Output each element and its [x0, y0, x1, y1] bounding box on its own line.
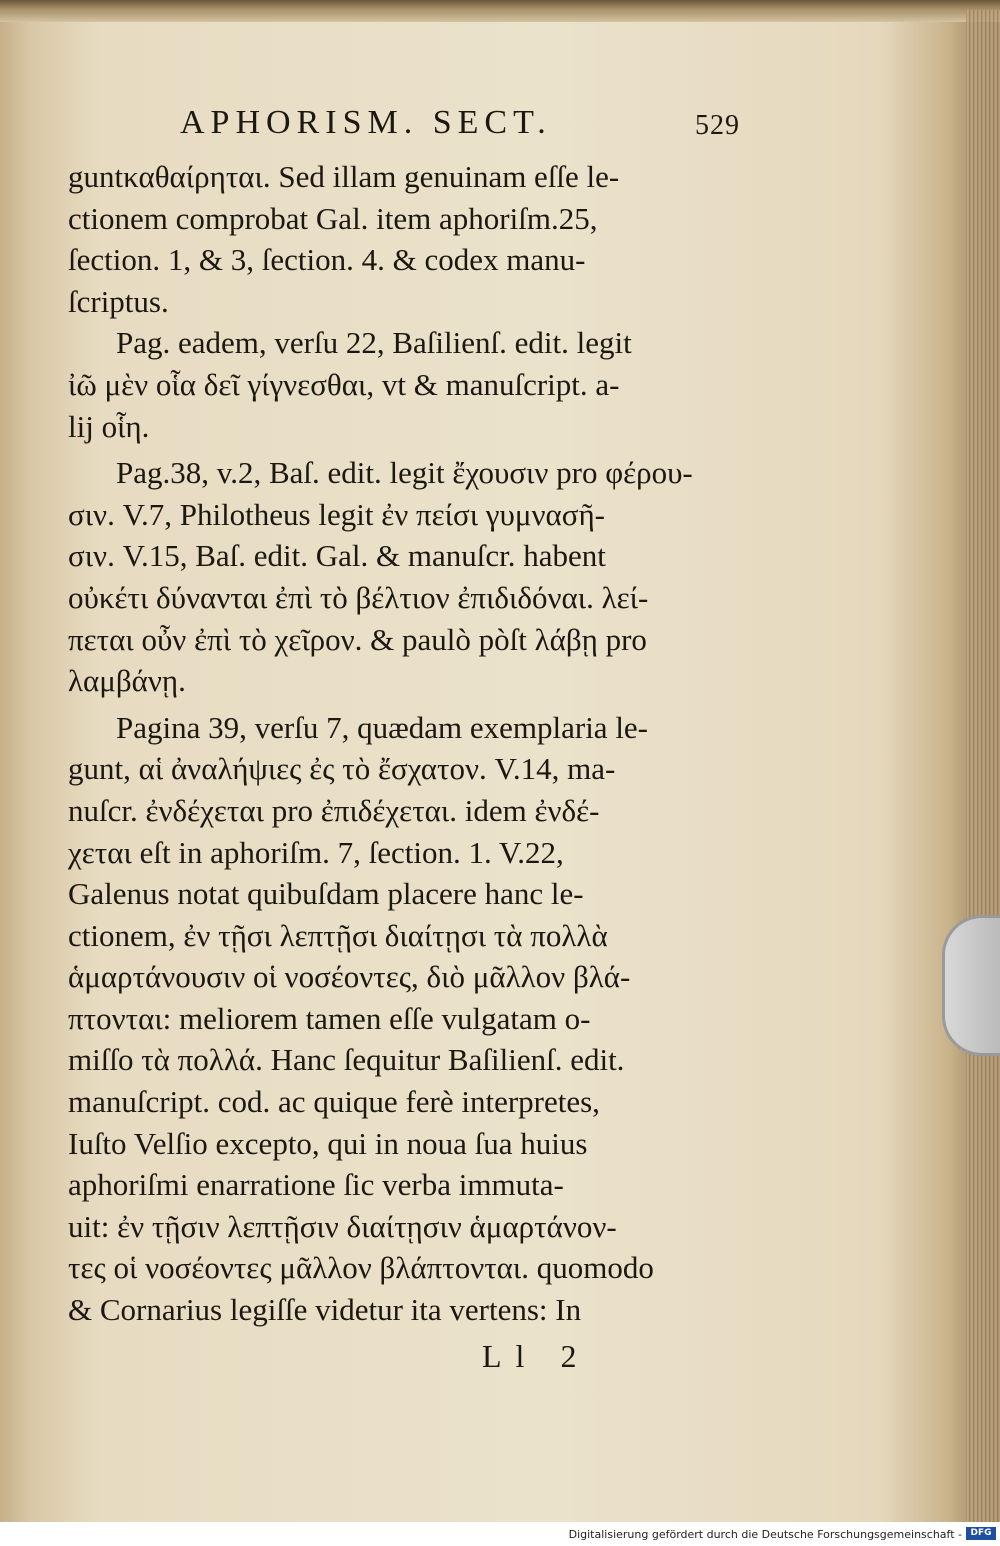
text-line: uit: ἐν τῇσιν λεπτῇσιν διαίτῃσιν ἁμαρτάνον-: [68, 1208, 617, 1244]
text-line: ἰῶ μὲν οἷα δεῖ γίγνεσθαι, vt & manuſcript. a-: [68, 366, 620, 402]
text-line: οὐκέτι δύνανται ἐπὶ τὸ βέλτιον ἐπιδιδόναι. λεί-: [68, 579, 649, 615]
text-line: ſection. 1, & 3, ſection. 4. & codex manu-: [68, 242, 586, 278]
text-line: πτονται: meliorem tamen eſſe vulgatam o-: [68, 1000, 591, 1036]
text-line: ctionem, ἐν τῇσι λεπτῇσι διαίτῃσι τὰ πολλὰ: [68, 917, 608, 953]
text-line: nuſcr. ἐνδέχεται pro ἐπιδέχεται. idem ἐνδέ-: [68, 792, 600, 828]
text-line: lij οἷη.: [68, 408, 150, 444]
signature-mark: Ll 2: [482, 1338, 591, 1374]
digitization-footer: [0, 1522, 1000, 1546]
text-line: & Cornarius legiſſe videtur ita vertens: In: [68, 1292, 582, 1328]
text-line: Pag. eadem, verſu 22, Baſilienſ. edit. legit: [116, 325, 632, 361]
text-line: ſcriptus.: [68, 283, 169, 319]
text-line: τες οἱ νοσέοντες μᾶλλον βλάπτονται. quomodo: [68, 1250, 654, 1286]
text-line: guntκαθαίρηται. Sed illam genuinam eſſe le-: [68, 159, 620, 194]
text-line: σιν. V.7, Philotheus legit ἐν πείσι γυμνασῆ-: [68, 496, 605, 532]
text-line: πεται οὖν ἐπὶ τὸ χεῖρον. & paulò pòſt λάβῃ pro: [68, 621, 647, 657]
text-line: miſſo τὰ πολλά. Hanc ſequitur Baſilienſ. edit.: [68, 1042, 625, 1078]
text-line: ἁμαρτάνουσιν οἱ νοσέοντες, διὸ μᾶλλον βλά-: [68, 959, 631, 995]
page-number: 529: [695, 110, 740, 141]
text-line: ctionem comprobat Gal. item aphoriſm.25,: [68, 200, 598, 236]
text-line: Pagina 39, verſu 7, quædam exemplaria le-: [116, 709, 649, 745]
dfg-logo-icon: DFG: [966, 1527, 996, 1540]
body-text: [68, 156, 738, 1331]
page-stack-edge: [966, 10, 1000, 1522]
book-clip-icon: [942, 915, 1000, 1056]
top-page-edge: [0, 0, 1000, 22]
text-line: gunt, αἱ ἀναλήψιες ἐς τὸ ἔσχατον. V.14, ma-: [68, 751, 616, 787]
text-line: λαμβάνῃ.: [68, 663, 186, 699]
text-line: Galenus notat quibuſdam placere hanc le-: [68, 876, 584, 912]
text-line: Iuſto Velſio excepto, qui in noua ſua huius: [68, 1125, 588, 1161]
footer-credit: Digitalisierung gefördert durch die Deutsche Forschungsgemeinschaft -: [568, 1528, 962, 1541]
text-line: Pag.38, v.2, Baſ. edit. legit ἔχουσιν pro φέρου-: [116, 455, 693, 491]
text-line: aphoriſmi enarratione ſic verba immuta-: [68, 1167, 564, 1203]
text-line: χεται eſt in aphoriſm. 7, ſection. 1. V.22,: [68, 834, 564, 870]
text-line: σιν. V.15, Baſ. edit. Gal. & manuſcr. habent: [68, 538, 606, 574]
running-header: [180, 104, 740, 148]
header-title: APHORISM. SECT.: [180, 104, 552, 141]
text-line: manuſcript. cod. ac quique ferè interpretes,: [68, 1084, 600, 1120]
